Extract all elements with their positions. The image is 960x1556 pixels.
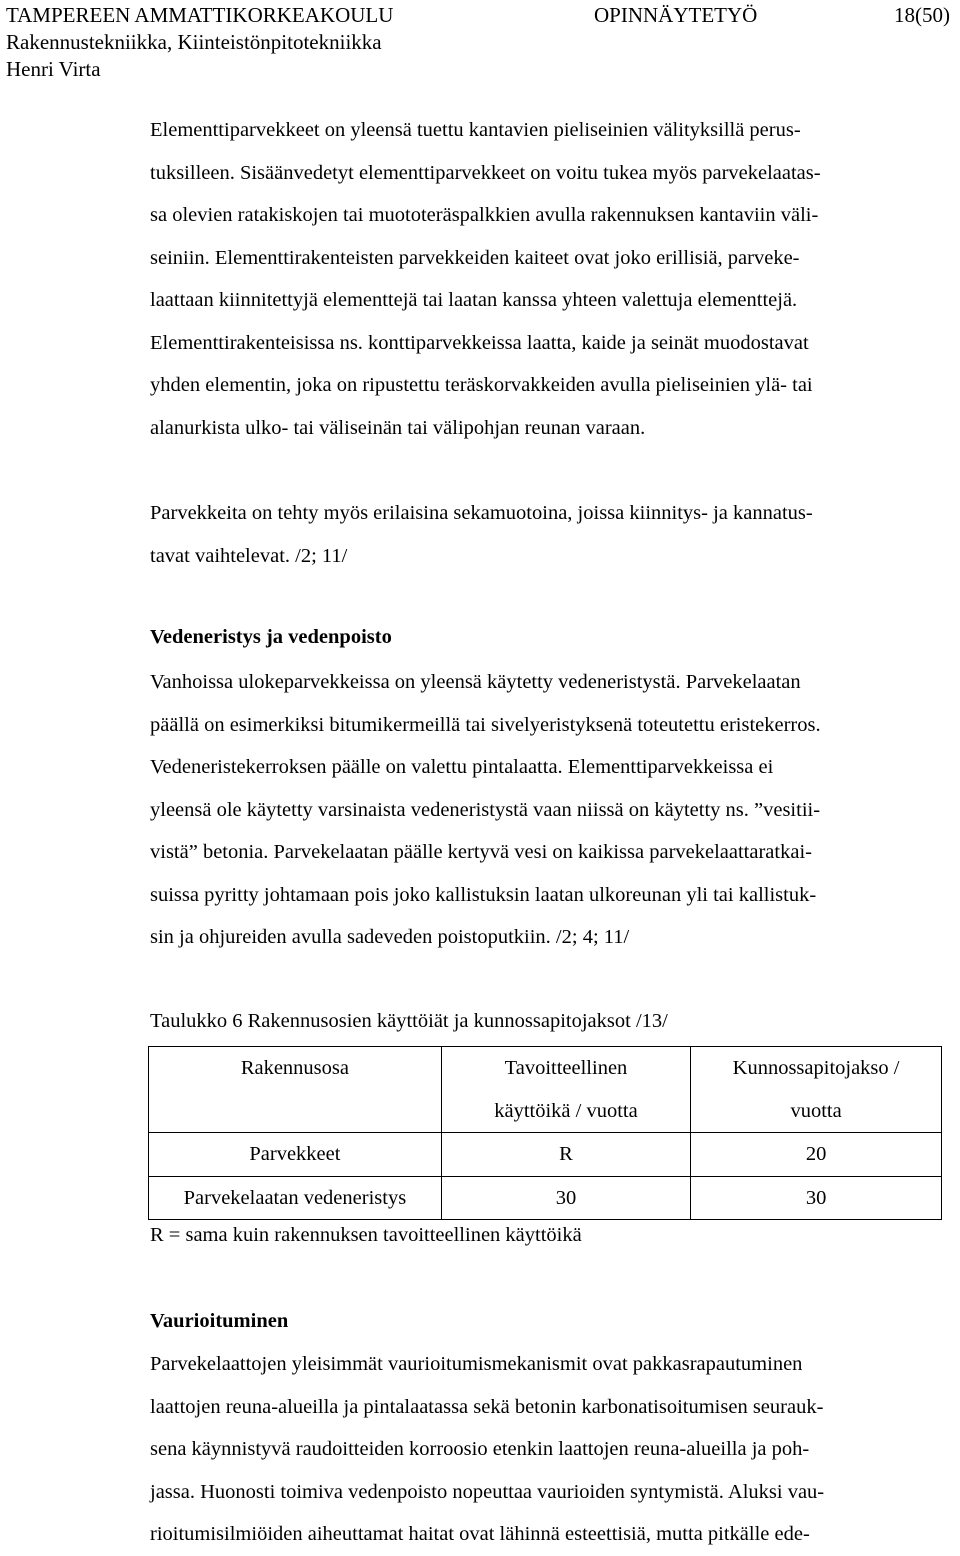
- table-cell: R: [441, 1133, 690, 1177]
- text-line: sin ja ohjureiden avulla sadeveden poistoputkiin. /2; 4; 11/: [150, 926, 630, 948]
- text-line: laattojen reuna-alueilla ja pintalaatassa sekä betonin karbonatisoitumisen seurauk-: [150, 1395, 824, 1418]
- section-heading-waterproofing: Vedeneristys ja vedenpoisto: [150, 626, 392, 648]
- text-line: laattaan kiinnitettyjä elementtejä tai laatan kanssa yhteen valettuja elementtejä.: [150, 289, 798, 311]
- header-text: Rakennusosa: [240, 1057, 349, 1079]
- text-line: Parvekkeita on tehty myös erilaisina sekamuotoina, joissa kiinnitys- ja kannatus-: [150, 502, 813, 524]
- table-cell: 30: [691, 1176, 942, 1220]
- header-text: Kunnossapitojakso /: [732, 1057, 900, 1079]
- table-header-cell: [441, 1047, 690, 1133]
- table-header-row: [149, 1047, 942, 1133]
- paragraph-4: [150, 1343, 950, 1556]
- text-line: vistä” betonia. Parvekelaatan päälle kertyvä vesi on kaikissa parvekelaattaratkai-: [150, 841, 812, 863]
- header-institution: TAMPEREEN AMMATTIKORKEAKOULU: [6, 3, 394, 27]
- text-line: seiniin. Elementtirakenteisten parvekkeiden kaiteet ovat joko erillisiä, parveke-: [150, 246, 800, 269]
- text-line: Elementtiparvekkeet on yleensä tuettu kantavien pieliseinien välityksillä perus-: [150, 119, 801, 141]
- text-line: Vanhoissa ulokeparvekkeissa on yleensä käytetty vedeneristystä. Parvekelaatan: [150, 671, 801, 693]
- header-text: käyttöikä / vuotta: [494, 1099, 638, 1122]
- text-line: Elementtirakenteisissa ns. konttiparvekkeissa laatta, kaide ja seinät muodostavat: [150, 331, 809, 354]
- table-header-cell: [691, 1047, 942, 1133]
- text-line: Vedeneristekerroksen päälle on valettu pintalaatta. Elementtiparvekkeissa ei: [150, 756, 774, 778]
- table-header-cell: [149, 1047, 442, 1133]
- table-cell: 20: [691, 1133, 942, 1177]
- header-doc-type: OPINNÄYTETYÖ: [594, 3, 758, 27]
- text-line: jassa. Huonosti toimiva vedenpoisto nopeuttaa vaurioiden syntymistä. Aluksi vau-: [150, 1480, 825, 1503]
- header-page-number: 18(50): [894, 3, 950, 27]
- table-note: R = sama kuin rakennuksen tavoitteellinen käyttöikä: [150, 1224, 582, 1246]
- paragraph-3: [150, 661, 950, 959]
- text-line: yhden elementin, joka on ripustettu teräskorvakkeiden avulla pieliseinien ylä- tai: [150, 374, 813, 396]
- table-cell: Parvekkeet: [149, 1133, 442, 1177]
- paragraph-2: [150, 492, 950, 577]
- header-text: Tavoitteellinen: [504, 1057, 628, 1079]
- text-line: tuksilleen. Sisäänvedetyt elementtiparvekkeet on voitu tukea myös parvekelaatas-: [150, 161, 821, 184]
- section-heading-damage: Vaurioituminen: [150, 1310, 289, 1332]
- text-line: tavat vaihtelevat. /2; 11/: [150, 544, 348, 567]
- table-row: [149, 1176, 942, 1220]
- paragraph-1: [150, 109, 950, 449]
- lifespan-table: [148, 1046, 942, 1220]
- text-line: päällä on esimerkiksi bitumikermeillä tai sivelyeristyksenä toteutettu eristekerros.: [150, 713, 821, 736]
- header-author: Henri Virta: [6, 57, 101, 81]
- table-cell: Parvekelaatan vedeneristys: [149, 1176, 442, 1220]
- text-line: suissa pyritty johtamaan pois joko kallistuksin laatan ulkoreunan yli tai kallistuk-: [150, 883, 817, 906]
- table-caption: Taulukko 6 Rakennusosien käyttöiät ja kunnossapitojaksot /13/: [150, 1010, 668, 1032]
- text-line: alanurkista ulko- tai väliseinän tai välipohjan reunan varaan.: [150, 416, 646, 439]
- table-cell: 30: [441, 1176, 690, 1220]
- text-line: sa olevien ratakiskojen tai muototeräspalkkien avulla rakennuksen kantaviin väli-: [150, 204, 819, 226]
- text-line: yleensä ole käytetty varsinaista vedeneristystä vaan niissä on käytetty ns. ”vesitii-: [150, 798, 821, 821]
- table-row: [149, 1133, 942, 1177]
- header-text: vuotta: [790, 1099, 842, 1122]
- header-department: Rakennustekniikka, Kiinteistönpitotekniikka: [6, 30, 382, 54]
- text-line: Parvekelaattojen yleisimmät vaurioitumismekanismit ovat pakkasrapautuminen: [150, 1353, 803, 1375]
- text-line: sena käynnistyvä raudoitteiden korroosio etenkin laattojen reuna-alueilla ja poh-: [150, 1438, 810, 1460]
- text-line: rioitumisilmiöiden aiheuttamat haitat ovat lähinnä esteettisiä, mutta pitkälle ede-: [150, 1523, 810, 1545]
